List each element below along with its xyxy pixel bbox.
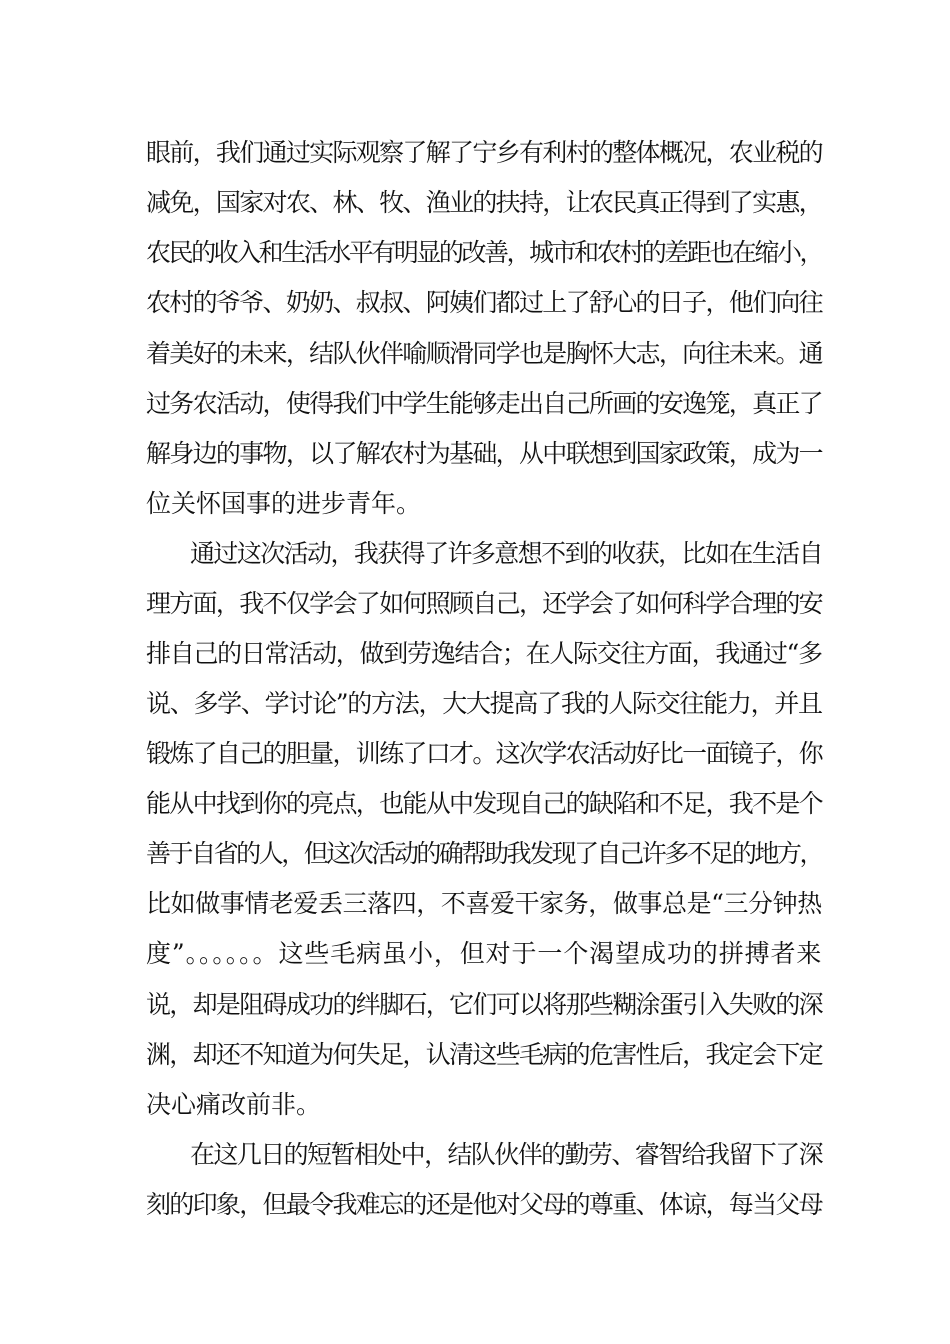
text-line: 过务农活动，使得我们中学生能够走出自己所画的安逸笼，真正了 bbox=[146, 389, 822, 418]
text-line: 减免，国家对农、林、牧、渔业的扶持，让农民真正得到了实惠， bbox=[146, 188, 822, 217]
text-line: 渊，却还不知道为何失足，认清这些毛病的危害性后，我定会下定 bbox=[146, 1040, 822, 1069]
text-line: 着美好的未来，结队伙伴喻顺滑同学也是胸怀大志，向往未来。通 bbox=[146, 339, 822, 368]
text-line: 说，却是阻碍成功的绊脚石，它们可以将那些糊涂蛋引入失败的深 bbox=[146, 990, 822, 1019]
text-line: 能从中找到你的亮点，也能从中发现自己的缺陷和不足，我不是个 bbox=[146, 789, 822, 818]
text-line: 决心痛改前非。 bbox=[146, 1090, 322, 1119]
text-line: 说、多学、学讨论”的方法，大大提高了我的人际交往能力，并且 bbox=[146, 689, 822, 718]
text-line: 理方面，我不仅学会了如何照顾自己，还学会了如何科学合理的安 bbox=[146, 589, 822, 618]
text-line: 农民的收入和生活水平有明显的改善，城市和农村的差距也在缩小， bbox=[146, 238, 822, 267]
text-line: 解身边的事物，以了解农村为基础，从中联想到国家政策，成为一 bbox=[146, 439, 822, 468]
text-line: 比如做事情老爱丢三落四，不喜爱干家务，做事总是“三分钟热 bbox=[146, 889, 822, 918]
text-line: 善于自省的人，但这次活动的确帮助我发现了自己许多不足的地方， bbox=[146, 839, 822, 868]
text-line: 位关怀国事的进步青年。 bbox=[146, 489, 422, 518]
text-line: 度”。。。。。。这些毛病虽小，但对于一个渴望成功的拼搏者来 bbox=[146, 939, 823, 968]
text-line: 刻的印象，但最令我难忘的还是他对父母的尊重、体谅，每当父母 bbox=[146, 1190, 822, 1219]
text-line: 眼前，我们通过实际观察了解了宁乡有利村的整体概况，农业税的 bbox=[146, 138, 822, 167]
text-line: 在这几日的短暂相处中，结队伙伴的勤劳、睿智给我留下了深 bbox=[190, 1140, 822, 1169]
text-line: 通过这次活动，我获得了许多意想不到的收获，比如在生活自 bbox=[190, 539, 822, 568]
text-line: 农村的爷爷、奶奶、叔叔、阿姨们都过上了舒心的日子，他们向往 bbox=[146, 288, 822, 317]
text-line: 锻炼了自己的胆量，训练了口才。这次学农活动好比一面镜子，你 bbox=[146, 739, 822, 768]
text-line: 排自己的日常活动，做到劳逸结合；在人际交往方面，我通过“多 bbox=[146, 639, 822, 668]
